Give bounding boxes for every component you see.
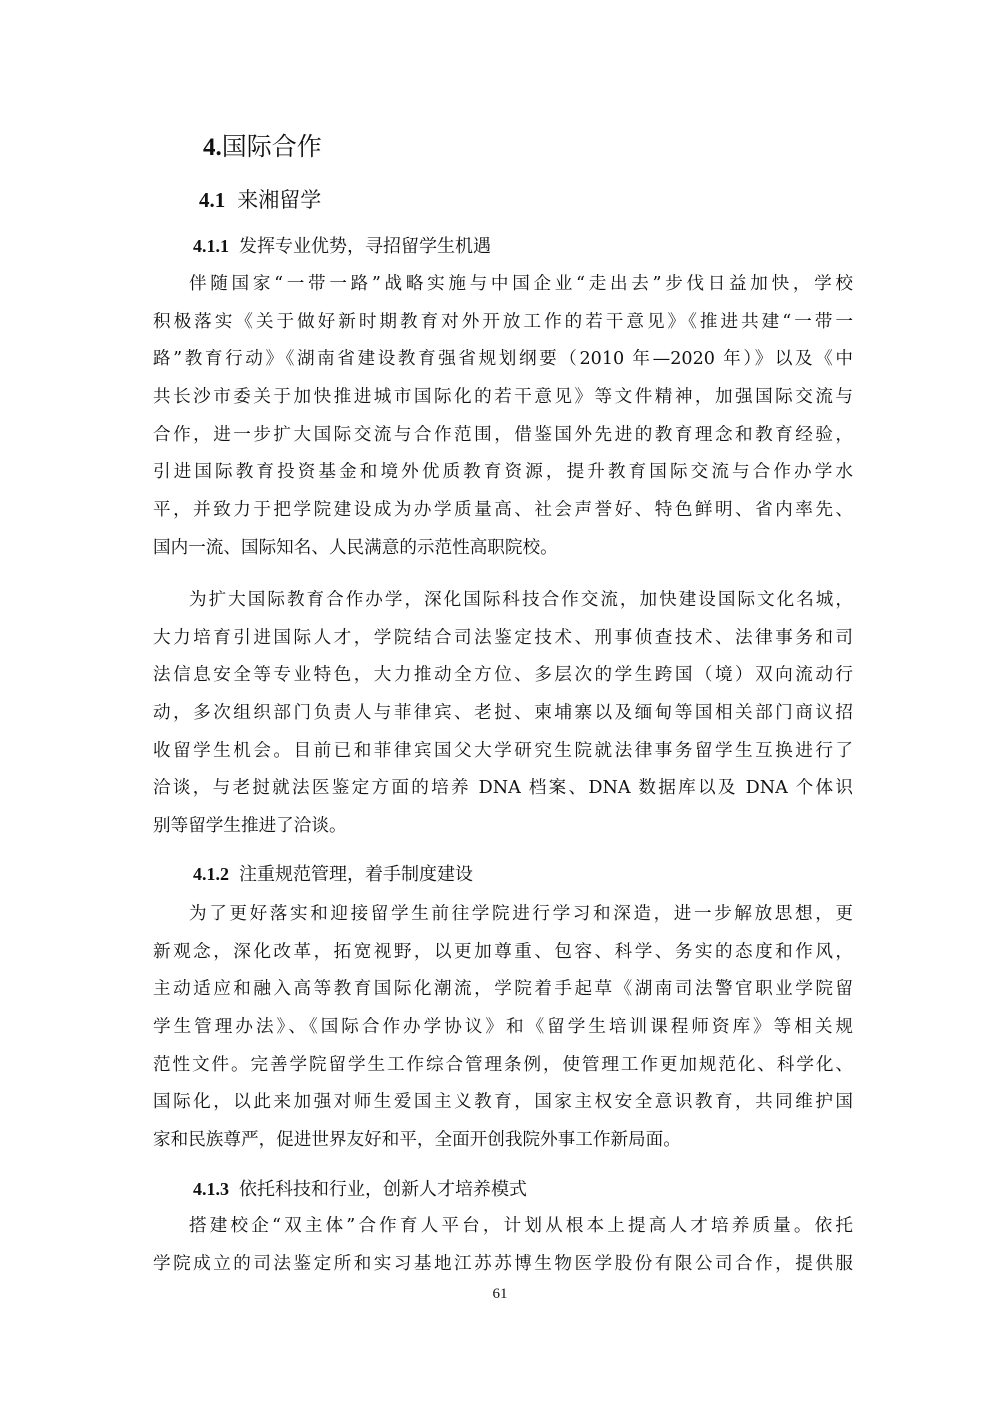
text-line: 主动适应和融入高等教育国际化潮流，学院着手起草《湖南司法警官职业学院留	[153, 979, 853, 1000]
text-line: 法信息安全等专业特色，大力推动全方位、多层次的学生跨国（境）双向流动行	[153, 665, 853, 686]
text-line: 路”教育行动》《湖南省建设教育强省规划纲要（2010 年—2020 年）》以及《中	[153, 349, 853, 370]
section-heading	[193, 1174, 527, 1205]
text-line: 国内一流、国际知名、人民满意的示范性高职院校。	[153, 537, 558, 558]
section-heading	[193, 231, 491, 262]
section-title: 注重规范管理，着手制度建设	[239, 864, 473, 885]
text-line: 伴随国家“一带一路”战略实施与中国企业“走出去”步伐日益加快，学校	[189, 274, 853, 294]
text-line: 为扩大国际教育合作办学，深化国际科技合作交流，加快建设国际文化名城，	[189, 590, 853, 610]
text-line: 收留学生机会。目前已和菲律宾国父大学研究生院就法律事务留学生互换进行了	[153, 740, 853, 761]
section-number: 4.1.2	[193, 864, 229, 884]
text-line: 洽谈，与老挝就法医鉴定方面的培养 DNA 档案、DNA 数据库以及 DNA 个体识	[153, 778, 853, 799]
text-line: 学生管理办法》、《国际合作办学协议》和《留学生培训课程师资库》等相关规	[153, 1017, 853, 1038]
paragraph	[153, 266, 853, 568]
section-title: 发挥专业优势，寻招留学生机遇	[239, 236, 491, 257]
text-line: 积极落实《关于做好新时期教育对外开放工作的若干意见》《推进共建“一带一	[153, 311, 853, 332]
text-line: 引进国际教育投资基金和境外优质教育资源，提升教育国际交流与合作办学水	[153, 462, 853, 483]
text-line: 共长沙市委关于加快推进城市国际化的若干意见》等文件精神，加强国际交流与	[153, 387, 853, 408]
text-line: 大力培育引进国际人才，学院结合司法鉴定技术、刑事侦查技术、法律事务和司	[153, 627, 853, 648]
text-line: 合作，进一步扩大国际交流与合作范围，借鉴国外先进的教育理念和教育经验，	[153, 424, 853, 445]
section-heading	[193, 859, 473, 890]
text-line: 搭建校企“双主体”合作育人平台，计划从根本上提高人才培养质量。依托	[189, 1216, 853, 1236]
text-line: 范性文件。完善学院留学生工作综合管理条例，使管理工作更加规范化、科学化、	[153, 1054, 853, 1075]
text-line: 国际化，以此来加强对师生爱国主义教育，国家主权安全意识教育，共同维护国	[153, 1092, 853, 1113]
heading-number: 4.1	[199, 188, 226, 212]
text-line: 动，多次组织部门负责人与菲律宾、老挝、柬埔寨以及缅甸等国相关部门商议招	[153, 703, 853, 724]
heading-number: 4.	[203, 134, 222, 161]
text-line: 家和民族尊严，促进世界友好和平，全面开创我院外事工作新局面。	[153, 1130, 681, 1151]
heading-text: 国际合作	[221, 132, 322, 161]
page-number: 61	[492, 1286, 508, 1302]
text-line: 平，并致力于把学院建设成为办学质量高、社会声誉好、特色鲜明、省内率先、	[153, 500, 853, 521]
text-line: 新观念，深化改革，拓宽视野，以更加尊重、包容、科学、务实的态度和作风，	[153, 941, 853, 962]
paragraph	[153, 582, 853, 846]
heading-level-1	[203, 129, 322, 166]
text-line: 为了更好落实和迎接留学生前往学院进行学习和深造，进一步解放思想，更	[189, 904, 853, 924]
section-number: 4.1.3	[193, 1179, 229, 1199]
paragraph	[153, 896, 853, 1160]
text-line: 别等留学生推进了洽谈。	[153, 816, 347, 837]
section-title: 依托科技和行业，创新人才培养模式	[239, 1179, 527, 1200]
paragraph	[153, 1208, 853, 1283]
section-number: 4.1.1	[193, 236, 229, 256]
text-line: 学院成立的司法鉴定所和实习基地江苏苏博生物医学股份有限公司合作，提供服	[153, 1253, 853, 1274]
heading-text: 来湘留学	[237, 188, 322, 212]
heading-level-2	[199, 184, 321, 216]
